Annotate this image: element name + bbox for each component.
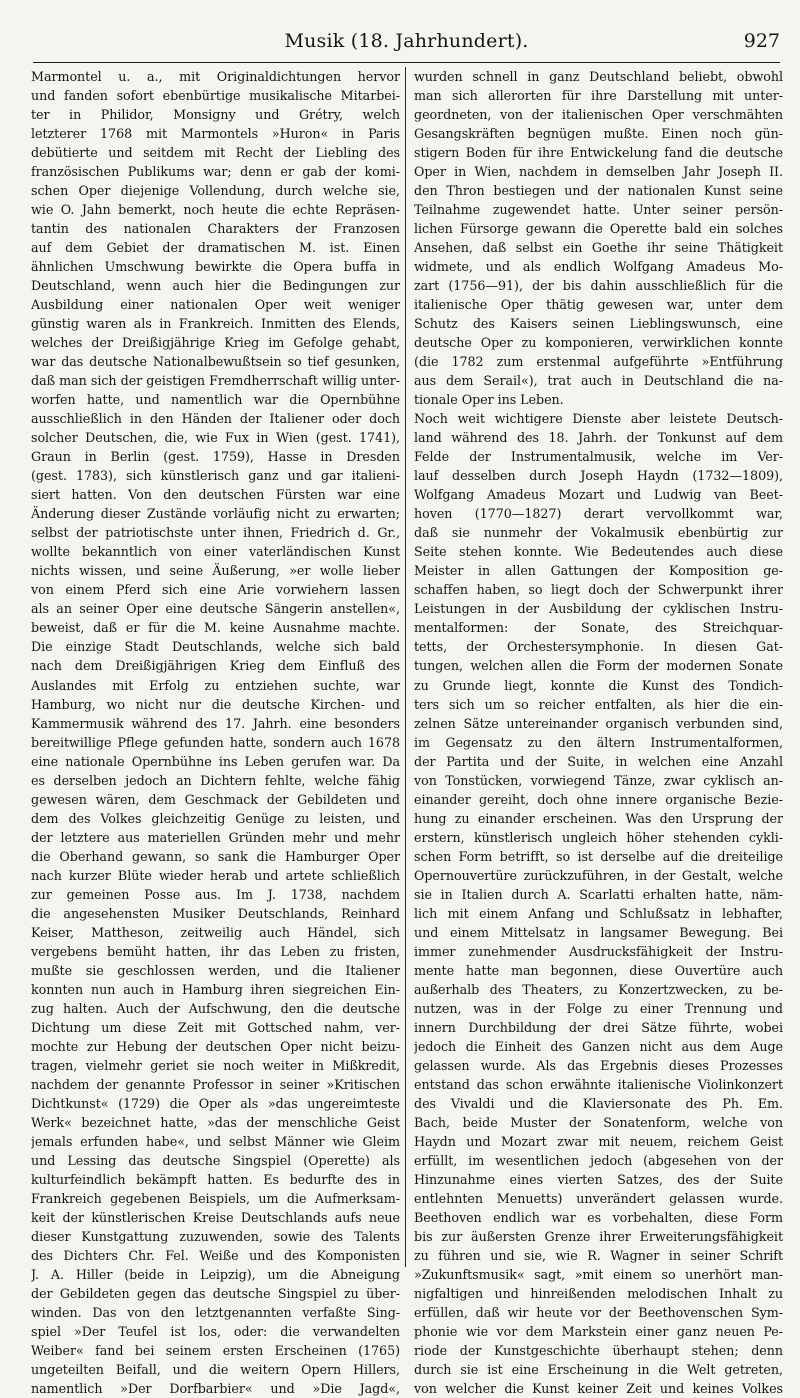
text-line: daß man sich der geistigen Fremdherrschaft willig unter-: [31, 373, 400, 389]
text-line: wollte bekanntlich von einer vaterländischen Kunst: [31, 544, 400, 560]
text-line: hung zu einander erscheinen. Was den Ursprung der: [414, 810, 783, 826]
text-line: bereitwillige Pflege gefunden hatte, sondern auch 1678: [31, 734, 400, 750]
text-line: stigern Boden für ihre Entwickelung fand die deutsche: [414, 145, 783, 161]
running-header: [33, 28, 780, 63]
text-line: dieser Kunstgattung zuzuwenden, sowie des Talents: [31, 1228, 400, 1244]
text-line: Wolfgang Amadeus Mozart und Ludwig van Beet-: [414, 487, 783, 503]
text-line: solcher Deutschen, die, wie Fux in Wien (gest. 1741),: [31, 430, 400, 446]
text-line: Hinzunahme eines vierten Satzes, des der Suite: [414, 1171, 783, 1187]
text-line: zu führen und sie, wie R. Wagner in seiner Schrift: [414, 1247, 783, 1263]
text-line: tungen, welchen allen die Form der modernen Sonate: [414, 658, 783, 674]
right-column: [414, 67, 783, 1398]
text-line: Ansehen, daß selbst ein Goethe ihr seine Thätigkeit: [414, 240, 783, 256]
text-line: gewesen wären, dem Geschmack der Gebildeten und: [31, 791, 400, 807]
text-line: widmete, und als endlich Wolfgang Amadeus Mo-: [414, 259, 783, 275]
text-line: zur gemeinen Posse aus. Im J. 1738, nachdem: [31, 886, 400, 902]
text-line: von Tonstücken, vorwiegend Tänze, zwar cyklisch an-: [414, 772, 783, 788]
text-line: Marmontel u. a., mit Originaldichtungen hervor: [31, 69, 400, 84]
text-line: nachdem der genannte Professor in seiner »Kritischen: [31, 1076, 400, 1092]
text-line: Hamburg, wo nicht nur die deutsche Kirchen- und: [31, 696, 400, 712]
text-line: lichen Fürsorge gewann die Operette bald ein solches: [414, 221, 783, 237]
text-line: beweist, daß er für die M. keine Ausnahme machte.: [31, 620, 400, 636]
text-line: von einem Pferd sich eine Arie vorwiehern lassen: [31, 582, 400, 598]
text-line: als an seiner Oper eine deutsche Sängerin anstellen«,: [31, 601, 400, 617]
text-line: schen Form betrifft, so ist derselbe auf die dreiteilige: [414, 848, 783, 864]
text-line: Frankreich gegebenen Beispiels, um die Aufmerksam-: [31, 1190, 400, 1206]
text-line: letzterer 1768 mit Marmontels »Huron« in Paris: [31, 126, 400, 142]
text-line: Leistungen in der Ausbildung der cyklischen Instru-: [414, 601, 783, 617]
text-line: tantin des nationalen Charakters der Franzosen: [31, 221, 400, 237]
text-line: einander gereiht, doch ohne innere organische Bezie-: [414, 791, 783, 807]
text-line: selbst der patriotischste unter ihnen, Friedrich d. Gr.,: [31, 525, 400, 541]
text-line: innern Durchbildung der drei Sätze führte, wobei: [414, 1019, 783, 1035]
text-line: mochte zur Hebung der deutschen Oper nicht beizu-: [31, 1038, 400, 1054]
text-line: der Partita und der Suite, in welchen eine Anzahl: [414, 753, 783, 769]
text-line: bis zur äußersten Grenze ihrer Erweiterungsfähigkeit: [414, 1228, 783, 1244]
text-line: Noch weit wichtigere Dienste aber leistete Deutsch-: [414, 411, 783, 427]
text-line: (die 1782 zum erstenmal aufgeführte »Entführung: [414, 354, 783, 370]
text-line: und Lessing das deutsche Singspiel (Operette) als: [31, 1152, 400, 1168]
text-line: geordneten, von der italienischen Oper verschmähten: [414, 107, 783, 123]
text-line: zug halten. Auch der Aufschwung, den die deutsche: [31, 1000, 400, 1016]
text-line: tionale Oper ins Leben.: [414, 392, 564, 408]
text-line: und einem Mittelsatz in langsamer Bewegung. Bei: [414, 924, 783, 940]
text-line: Keiser, Mattheson, zeitweilig auch Händel, sich: [31, 924, 400, 940]
text-line: Gesangskräften begnügen mußte. Einen noch gün-: [414, 126, 783, 142]
text-line: ähnlichen Umschwung bewirkte die Opera buffa in: [31, 259, 400, 275]
text-line: auf dem Gebiet der dramatischen M. ist. Einen: [31, 240, 400, 256]
text-line: nach dem Dreißigjährigen Krieg dem Einfluß des: [31, 658, 400, 674]
text-line: Felde der Instrumentalmusik, welche im Ver-: [414, 449, 783, 465]
text-line: Dichtung um diese Zeit mit Gottsched nahm, ver-: [31, 1019, 400, 1035]
text-line: gelassen wurde. Als das Ergebnis dieses Prozesses: [414, 1057, 783, 1073]
text-line: Schutz des Kaisers seinen Lieblingswunsch, eine: [414, 316, 783, 332]
text-line: land während des 18. Jahrh. der Tonkunst auf dem: [414, 430, 783, 446]
text-line: J. A. Hiller (beide in Leipzig), um die Abneigung: [31, 1266, 400, 1282]
text-line: nigfaltigen und hinreißenden melodischen Inhalt zu: [414, 1286, 783, 1301]
left-column: [31, 67, 400, 1398]
text-line: der Gebildeten gegen das deutsche Singspiel zu über-: [31, 1286, 400, 1301]
text-line: Kammermusik während des 17. Jahrh. eine besonders: [31, 715, 400, 731]
text-line: spiel »Der Teufel ist los, oder: die verwandelten: [31, 1324, 400, 1340]
text-line: Auslandes mit Erfolg zu entziehen suchte, war: [31, 677, 400, 693]
text-line: französischen Publikums war; denn er gab der komi-: [31, 164, 400, 180]
text-line: entstand das schon erwähnte italienische Violinkonzert: [414, 1076, 783, 1092]
text-line: die angesehensten Musiker Deutschlands, Reinhard: [31, 905, 400, 921]
text-line: und fanden sofort ebenbürtige musikalische Mitarbei-: [31, 88, 400, 104]
text-line: wie O. Jahn bemerkt, noch heute die echte Repräsen-: [31, 202, 400, 218]
text-line: Ausbildung einer nationalen Oper weit weniger: [31, 297, 400, 313]
text-line: aus dem Serail«), trat auch in Deutschland die na-: [414, 373, 783, 389]
text-line: riode der Kunstgeschichte überhaupt stehen; denn: [414, 1343, 783, 1359]
text-line: des Vivaldi und die Klaviersonate des Ph. Em.: [414, 1095, 783, 1111]
text-line: worfen hatte, und namentlich war die Opernbühne: [31, 392, 400, 408]
text-line: Beethoven endlich war es vorbehalten, diese Form: [414, 1209, 783, 1225]
text-line: von welcher die Kunst keiner Zeit und keines Volkes: [414, 1381, 783, 1397]
text-line: Deutschland, wenn auch hier die Bedingungen zur: [31, 278, 400, 294]
text-line: mußte sie geschlossen werden, und die Italiener: [31, 962, 400, 978]
text-line: Teilnahme zugewendet hatte. Unter seiner persön-: [414, 202, 783, 218]
column-divider: [405, 67, 406, 1267]
text-line: mente hatte man begonnen, diese Ouvertüre auch: [414, 962, 783, 978]
text-line: man sich allerorten für ihre Darstellung mit unter-: [414, 88, 783, 104]
text-line: im Gegensatz zu den ältern Instrumentalformen,: [414, 734, 783, 750]
text-line: Graun in Berlin (gest. 1759), Hasse in Dresden: [31, 449, 400, 465]
text-line: den Thron bestiegen und der nationalen Kunst seine: [414, 183, 783, 199]
text-line: vergebens bemüht hatten, ihr das Leben zu fristen,: [31, 943, 400, 959]
text-line: Oper in Wien, nachdem in demselben Jahr Joseph II.: [414, 164, 783, 180]
text-line: mentalformen: der Sonate, des Streichquar-: [414, 620, 783, 636]
text-line: war das deutsche Nationalbewußtsein so tief gesunken,: [31, 354, 400, 370]
text-line: nichts wissen, und seine Äußerung, »er wolle lieber: [31, 563, 400, 579]
text-line: Haydn und Mozart zwar mit neuem, reichem Geist: [414, 1133, 783, 1149]
text-line: Werk« bezeichnet hatte, »das der menschliche Geist: [31, 1114, 400, 1130]
text-line: daß sie nunmehr der Vokalmusik ebenbürtig zur: [414, 525, 783, 541]
text-line: jemals erfunden habe«, und selbst Männer wie Gleim: [31, 1133, 400, 1149]
text-line: welches der Dreißigjährige Krieg im Gefolge gehabt,: [31, 335, 400, 351]
header-title: Musik (18. Jahrhundert).: [284, 30, 529, 52]
text-line: ters sich um so reicher entfalten, als hier die ein-: [414, 696, 783, 712]
text-line: lich mit einem Anfang und Schlußsatz in lebhafter,: [414, 905, 783, 921]
text-line: Opernouvertüre zurückzuführen, in der Gestalt, welche: [414, 867, 783, 883]
text-line: nutzen, was in der Folge zu einer Trennung und: [414, 1000, 783, 1016]
text-line: immer zunehmender Ausdrucksfähigkeit der Instru-: [414, 943, 783, 959]
text-line: entlehnten Menuetts) unverändert gelassen wurde.: [414, 1190, 783, 1206]
text-line: siert hatten. Von den deutschen Fürsten war eine: [31, 487, 400, 503]
text-line: erfüllen, daß wir heute vor der Beethovenschen Sym-: [414, 1305, 783, 1321]
text-line: Weiber« fand bei seinem ersten Erscheinen (1765): [31, 1343, 400, 1359]
text-line: sie in Italien durch A. Scarlatti erhalten hatte, näm-: [414, 886, 783, 902]
text-line: außerhalb des Theaters, zu Konzertzwecken, zu be-: [414, 981, 783, 997]
text-line: zu Grunde liegt, konnte die Kunst des Tondich-: [414, 677, 783, 693]
text-line: tragen, vielmehr geriet sie noch weiter in Mißkredit,: [31, 1057, 400, 1073]
text-line: durch sie ist eine Erscheinung in die Welt getreten,: [414, 1362, 783, 1378]
text-line: des Dichters Chr. Fel. Weiße und des Komponisten: [31, 1247, 400, 1263]
text-line: italienische Oper thätig gewesen war, unter dem: [414, 297, 783, 313]
text-line: hoven (1770—1827) derart vervollkommt war,: [414, 506, 783, 522]
text-line: keit der künstlerischen Kreise Deutschlands aufs neue: [31, 1209, 400, 1225]
text-line: winden. Das von den letztgenannten verfaßte Sing-: [31, 1305, 400, 1321]
text-line: schen Oper diejenige Vollendung, durch welche sie,: [31, 183, 400, 199]
text-line: Seite stehen konnte. Wie Bedeutendes auch diese: [414, 544, 783, 560]
text-line: die Oberhand gewann, so sank die Hamburger Oper: [31, 848, 400, 864]
text-line: deutsche Oper zu komponieren, verwirklichen konnte: [414, 335, 783, 351]
text-line: Bach, beide Muster der Sonatenform, welche von: [414, 1114, 783, 1130]
text-line: namentlich »Der Dorfbarbier« und »Die Jagd«,: [31, 1381, 400, 1397]
text-line: Änderung dieser Zustände vorläufig nicht zu erwarten;: [31, 506, 400, 522]
text-line: jedoch die Einheit des Ganzen nicht aus dem Auge: [414, 1038, 783, 1054]
text-line: tetts, der Orchestersymphonie. In diesen Gat-: [414, 639, 783, 655]
text-line: günstig waren als in Frankreich. Inmitten des Elends,: [31, 316, 400, 332]
text-line: kulturfeindlich bekämpft hatten. Es bedurfte des in: [31, 1171, 400, 1187]
text-line: erfüllt, im wesentlichen jedoch (abgesehen von der: [414, 1152, 783, 1168]
text-line: phonie wie vor dem Markstein einer ganz neuen Pe-: [414, 1324, 783, 1340]
text-line: dem des Volkes gleichzeitig Genüge zu leisten, und: [31, 810, 400, 826]
page-number: 927: [743, 30, 780, 52]
text-line: Dichtkunst« (1729) die Oper als »das ungereimteste: [31, 1095, 400, 1111]
text-line: es derselben jedoch an Dichtern fehlte, welche fähig: [31, 772, 400, 788]
text-line: (gest. 1783), sich künstlerisch ganz und gar italieni-: [31, 468, 400, 484]
text-line: Die einzige Stadt Deutschlands, welche sich bald: [31, 639, 400, 655]
text-line: zart (1756—91), der bis dahin ausschließlich für die: [414, 278, 783, 294]
text-line: zelnen Sätze untereinander organisch verbunden sind,: [414, 715, 783, 731]
text-line: ter in Philidor, Monsigny und Grétry, welch: [31, 107, 400, 123]
text-line: lauf desselben durch Joseph Haydn (1732—1809),: [414, 468, 783, 484]
text-line: ausschließlich in den Händen der Italiener oder doch: [31, 411, 400, 427]
text-line: eine nationale Opernbühne ins Leben gerufen war. Da: [31, 753, 400, 769]
text-line: »Zukunftsmusik« sagt, »mit einem so unerhört man-: [414, 1266, 783, 1282]
text-line: Meister in allen Gattungen der Komposition ge-: [414, 563, 783, 579]
text-line: debütierte und seitdem mit Recht der Liebling des: [31, 145, 400, 161]
text-line: nach kurzer Blüte wieder herab und artete schließlich: [31, 867, 400, 883]
text-line: wurden schnell in ganz Deutschland beliebt, obwohl: [414, 69, 783, 84]
text-line: erstern, künstlerisch ungleich höher stehenden cykli-: [414, 829, 783, 845]
text-line: der letztere aus materiellen Gründen mehr und mehr: [31, 829, 400, 845]
text-line: konnten nun auch in Hamburg ihren siegreichen Ein-: [31, 981, 400, 997]
text-line: ungeteilten Beifall, und die weitern Opern Hillers,: [31, 1362, 400, 1378]
text-line: schaffen haben, so liegt doch der Schwerpunkt ihrer: [414, 582, 783, 598]
